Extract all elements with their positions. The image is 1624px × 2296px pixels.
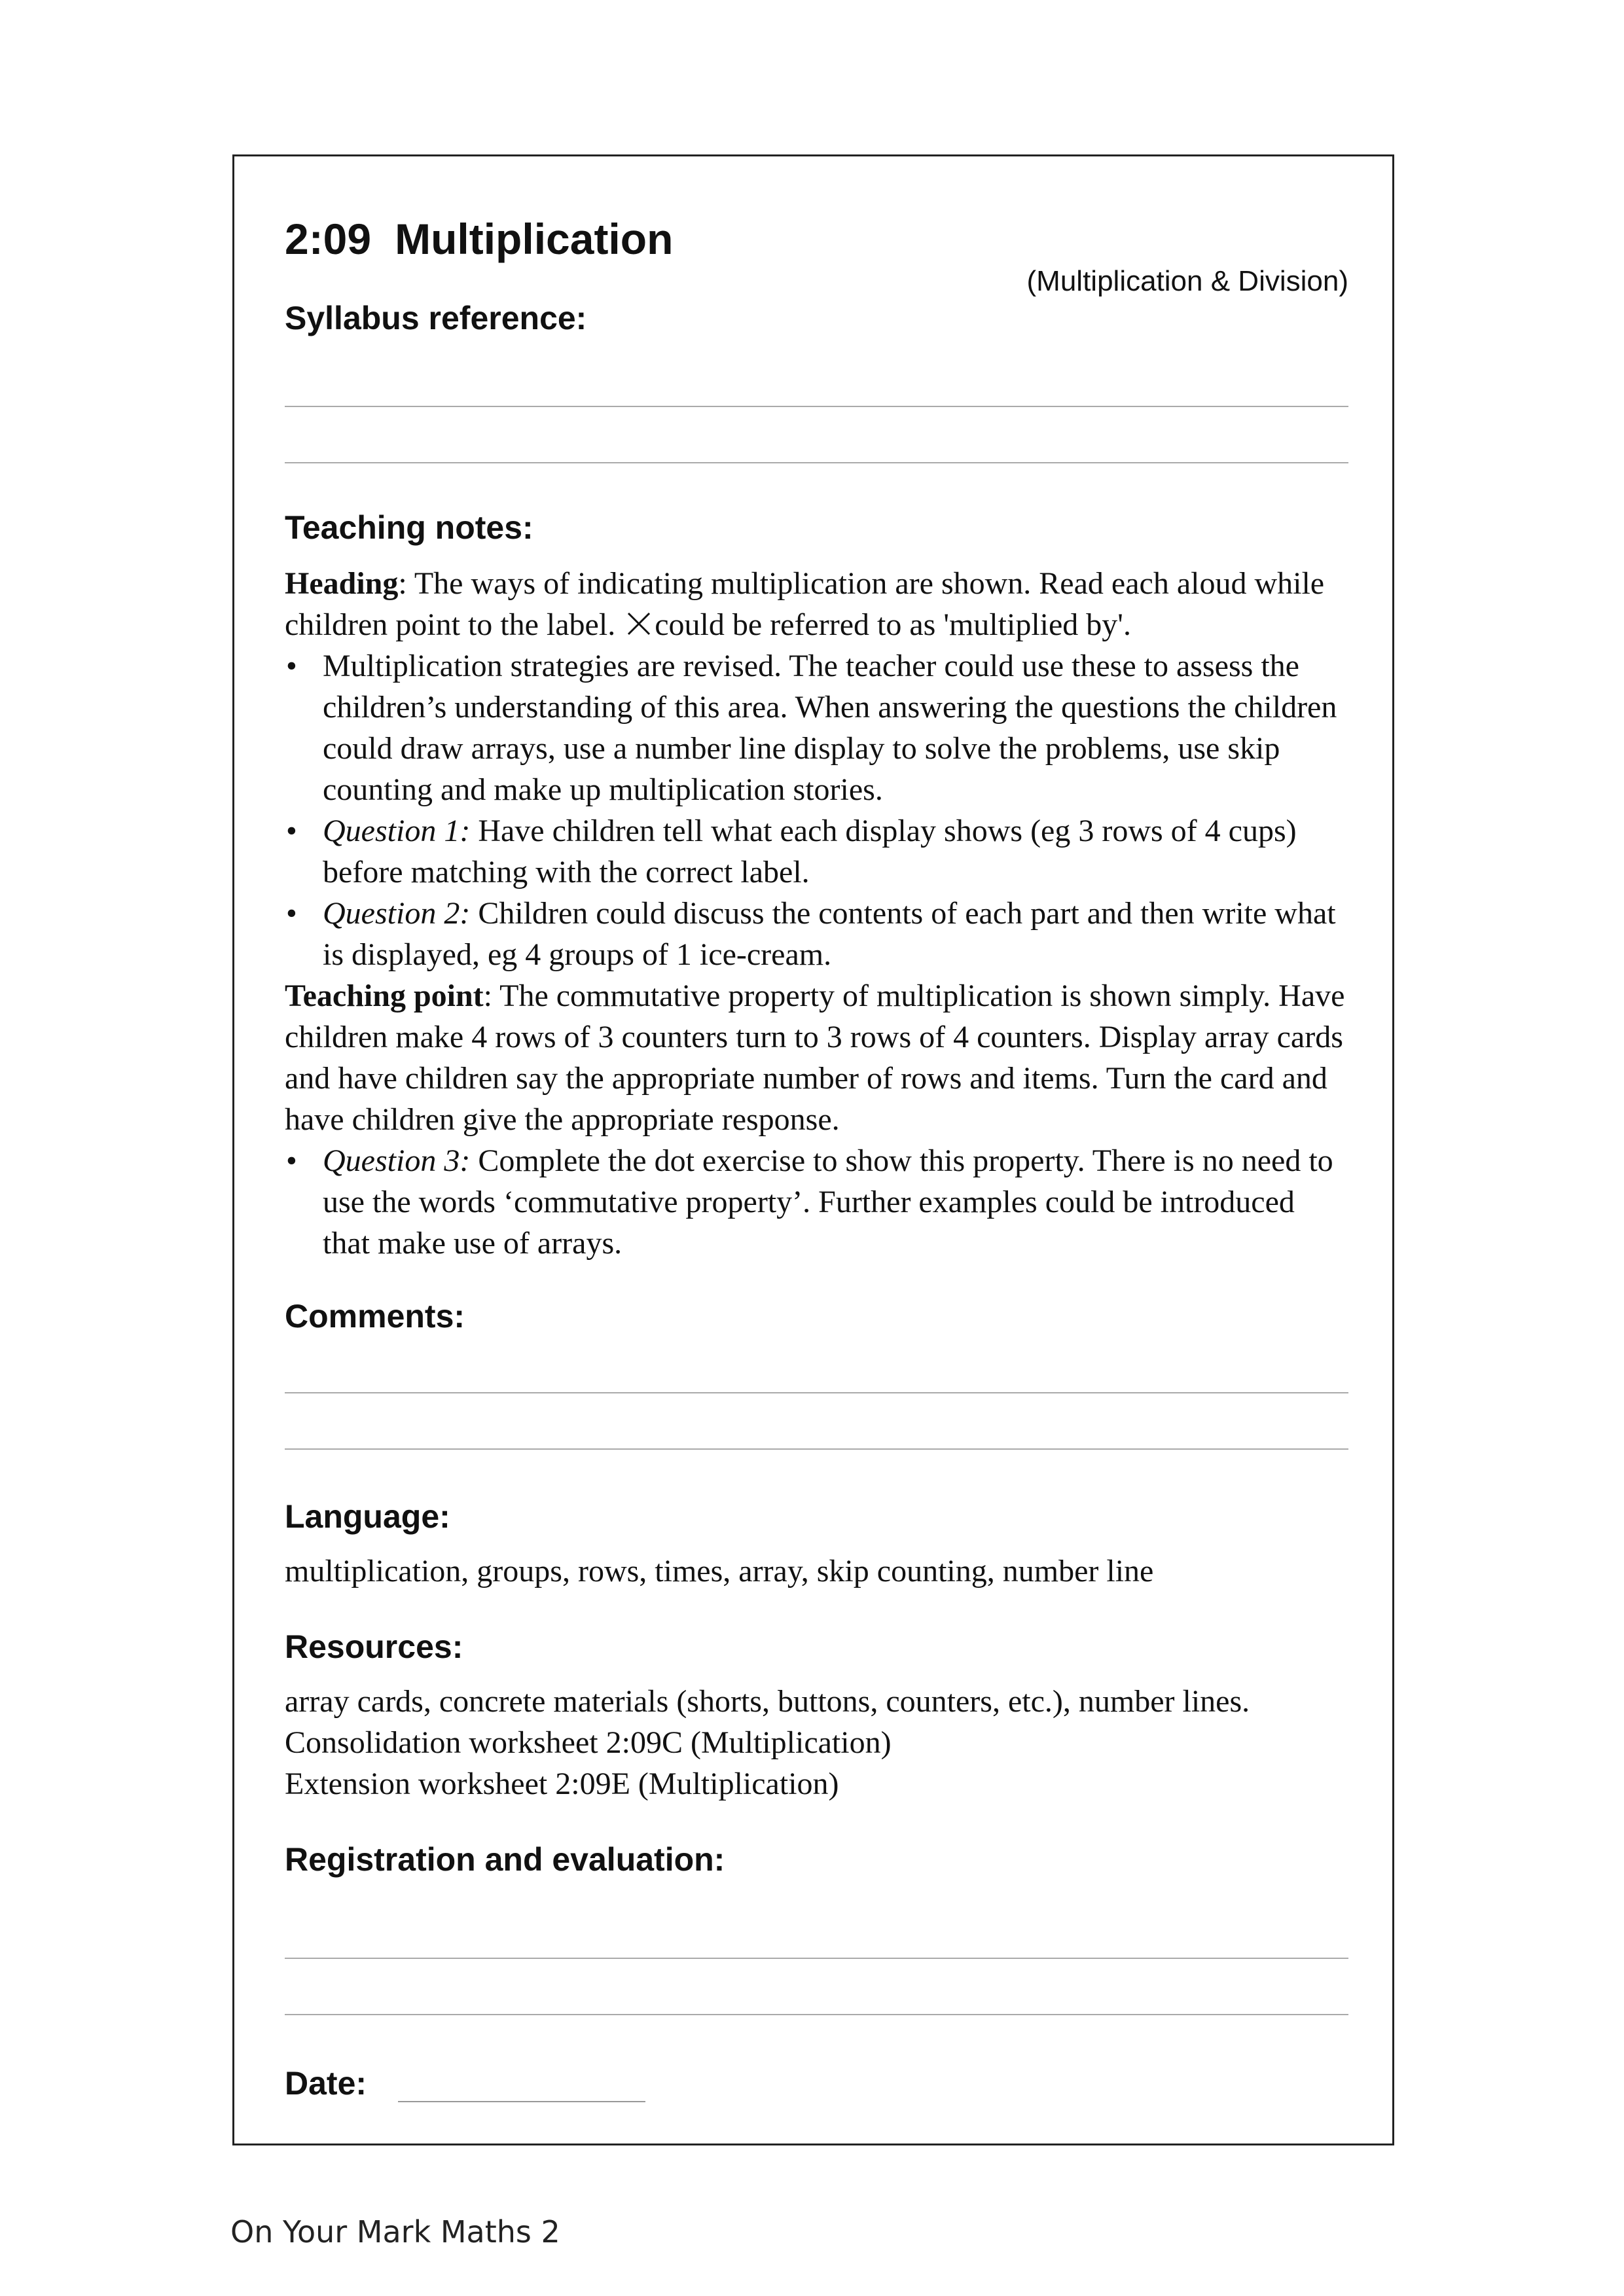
- registration-line-2: [285, 2014, 1348, 2015]
- language-label: Language:: [285, 1498, 450, 1535]
- resources-label: Resources:: [285, 1628, 463, 1665]
- language-text: multiplication, groups, rows, times, array, skip counting, number line: [285, 1554, 1154, 1588]
- list-item: • Question 3: Complete the dot exercise to show this property. There is no need to use the words ‘commutative property’. Further examples could be introduced that make use of arrays.: [286, 1143, 1333, 1261]
- comments-line-2: [285, 1448, 1348, 1450]
- resource-line: array cards, concrete materials (shorts, buttons, counters, etc.), number lines.: [285, 1684, 1250, 1719]
- lesson-title: Multiplication: [395, 215, 674, 263]
- resource-line: Consolidation worksheet 2:09C (Multiplication): [285, 1725, 892, 1760]
- page-title: [285, 209, 1348, 268]
- syllabus-reference-label: Syllabus reference:: [285, 300, 587, 336]
- syllabus-line-1: [285, 406, 1348, 407]
- syllabus-line-2: [285, 462, 1348, 463]
- registration-line-1: [285, 1958, 1348, 1959]
- teaching-notes-label: Teaching notes:: [285, 509, 533, 546]
- heading-bold: Heading: [285, 566, 399, 601]
- list-item: • Question 2: Children could discuss the contents of each part and then write what is displayed, eg 4 groups of 1 ice-cream.: [286, 896, 1336, 972]
- comments-label: Comments:: [285, 1298, 465, 1335]
- times-icon: [626, 611, 652, 637]
- resource-line: Extension worksheet 2:09E (Multiplication): [285, 1767, 839, 1801]
- date-line: [398, 2101, 645, 2102]
- date-row: [285, 2062, 1348, 2104]
- teacher-notes-sheet: [285, 209, 1348, 2104]
- strand-label: (Multiplication & Division): [1026, 265, 1348, 297]
- header: [285, 209, 1348, 340]
- resources-list: [285, 1681, 1348, 1804]
- date-label: Date:: [285, 2065, 367, 2102]
- footer-text: On Your Mark Maths 2: [230, 2214, 560, 2250]
- comments-line-1: [285, 1392, 1348, 1393]
- teaching-point-paragraph: Teaching point: The commutative property of multiplication is shown simply. Have children make 4 rows of 3 counters turn to 3 rows of 4 counters. Display array cards and have children say the appropriate number of rows and items. Turn the card and have children give the appropriate response.: [285, 978, 1345, 1137]
- list-item: • Multiplication strategies are revised. The teacher could use these to assess the children’s understanding of this area. When answering the questions the children could draw arrays, use a number line display to solve the problems, use skip counting and make up multiplication stories.: [286, 649, 1337, 807]
- teaching-notes-body: [285, 563, 1348, 1264]
- lesson-code: 2:09: [285, 215, 372, 263]
- registration-label: Registration and evaluation:: [285, 1841, 725, 1878]
- heading-paragraph: Heading: The ways of indicating multiplication are shown. Read each aloud while children point to the label. could be referred to as 'multiplied by'.: [285, 566, 1325, 642]
- list-item: • Question 1: Have children tell what each display shows (eg 3 rows of 4 cups) before matching with the correct label.: [286, 814, 1297, 889]
